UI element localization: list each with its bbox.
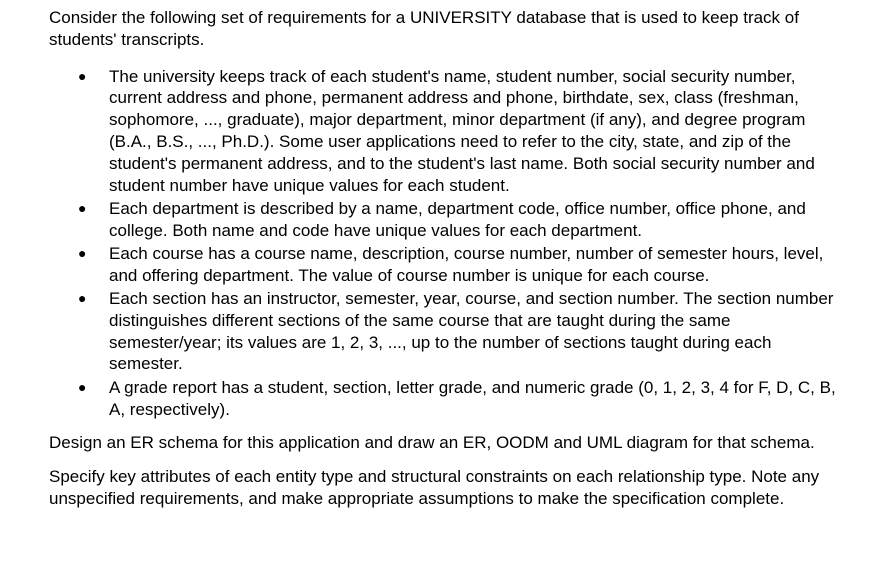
- bullet-icon: ●: [78, 199, 87, 216]
- requirement-text: Each section has an instructor, semester, year, course, and section number. The section number distinguishes different sections of the same course that are taught during the same semester/year; its values are 1, 2, 3, ..., up to the number of sections taught during each semester.: [109, 289, 834, 374]
- bullet-icon: ●: [78, 67, 87, 84]
- document-body: [49, 7, 839, 510]
- bullet-icon: ●: [78, 378, 87, 395]
- design-instruction: Design an ER schema for this application and draw an ER, OODM and UML diagram for that schema.: [49, 433, 815, 453]
- requirement-item-student: [49, 66, 839, 197]
- requirement-item-department: [49, 198, 839, 242]
- bullet-icon: ●: [78, 244, 87, 261]
- bullet-icon: ●: [78, 290, 87, 307]
- requirement-item-course: [49, 243, 839, 287]
- requirement-text: A grade report has a student, section, letter grade, and numeric grade (0, 1, 2, 3, 4 for F, D, C, B, A, respectively).: [109, 377, 836, 419]
- specify-instruction: Specify key attributes of each entity type and structural constraints on each relationship type. Note any unspecified requirements, and make appropriate assumptions to make the specification complete.: [49, 467, 820, 508]
- requirement-item-grade-report: [49, 377, 839, 421]
- requirement-text: The university keeps track of each student's name, student number, social security number, current address and phone, permanent address and phone, birthdate, sex, class (freshman, sophomore, ..., graduate), major department, minor department (if any), and degree program (B.A., B.S., ..., Ph.D.). Some user applications need to refer to the city, state, and zip of the student's permanent address, and to the student's last name. Both social security number and student number have unique values for each student.: [109, 66, 815, 195]
- requirement-item-section: [49, 288, 839, 375]
- requirement-text: Each course has a course name, description, course number, number of semester hours, level, and offering department. The value of course number is unique for each course.: [109, 243, 824, 285]
- requirement-text: Each department is described by a name, department code, office number, office phone, and college. Both name and code have unique values for each department.: [109, 198, 806, 240]
- requirements-list: [49, 66, 839, 421]
- intro-paragraph: Consider the following set of requirements for a UNIVERSITY database that is used to keep track of students' transcripts.: [49, 8, 799, 49]
